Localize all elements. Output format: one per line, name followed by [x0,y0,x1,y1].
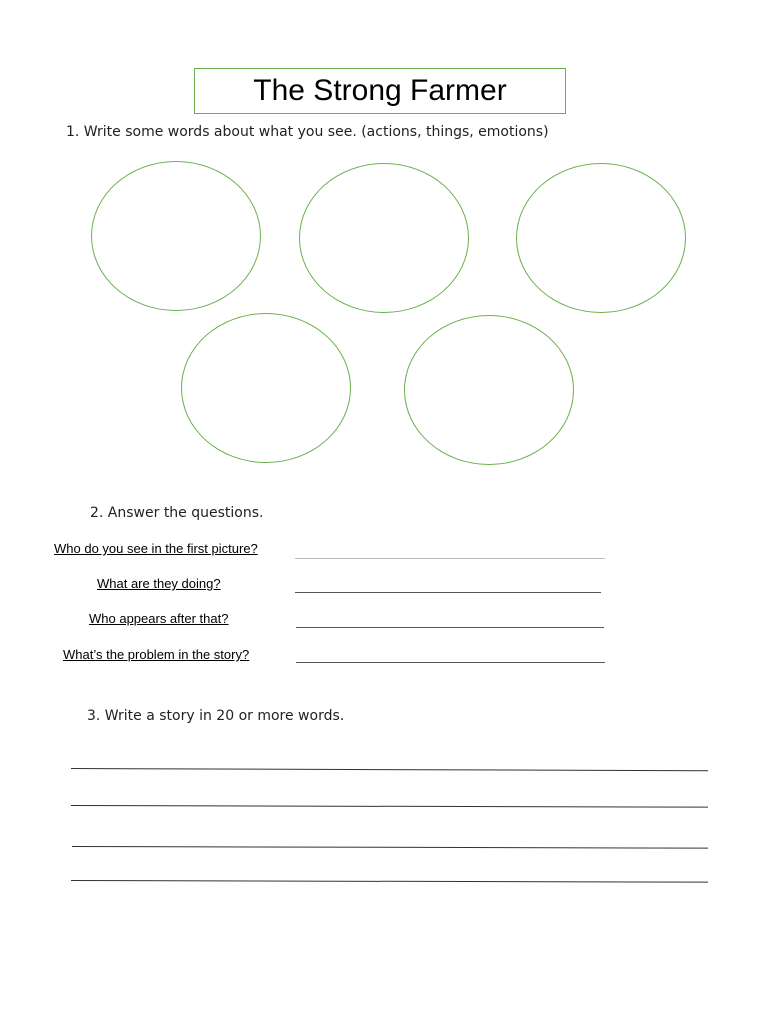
question-3: Who appears after that? [89,611,229,626]
story-line-3[interactable] [72,846,708,849]
answer-line-2[interactable] [295,592,601,593]
question-1: Who do you see in the first picture? [54,541,258,556]
answer-line-1[interactable] [295,558,605,559]
word-circle-2[interactable] [299,163,469,313]
word-circle-5[interactable] [404,315,574,465]
section1-heading: 1. Write some words about what you see. (actions, things, emotions) [66,124,549,140]
story-line-1[interactable] [71,768,708,771]
story-line-4[interactable] [71,880,708,883]
word-circle-3[interactable] [516,163,686,313]
question-4: What’s the problem in the story? [63,647,250,662]
word-circle-1[interactable] [91,161,261,311]
section3-heading: 3. Write a story in 20 or more words. [87,708,345,724]
story-line-2[interactable] [71,805,708,808]
worksheet-title-text: The Strong Farmer [253,74,507,107]
question-2: What are they doing? [97,576,221,591]
word-circle-4[interactable] [181,313,351,463]
answer-line-3[interactable] [296,627,604,628]
answer-line-4[interactable] [296,662,605,663]
section2-heading: 2. Answer the questions. [90,505,264,521]
worksheet-title [194,68,566,114]
